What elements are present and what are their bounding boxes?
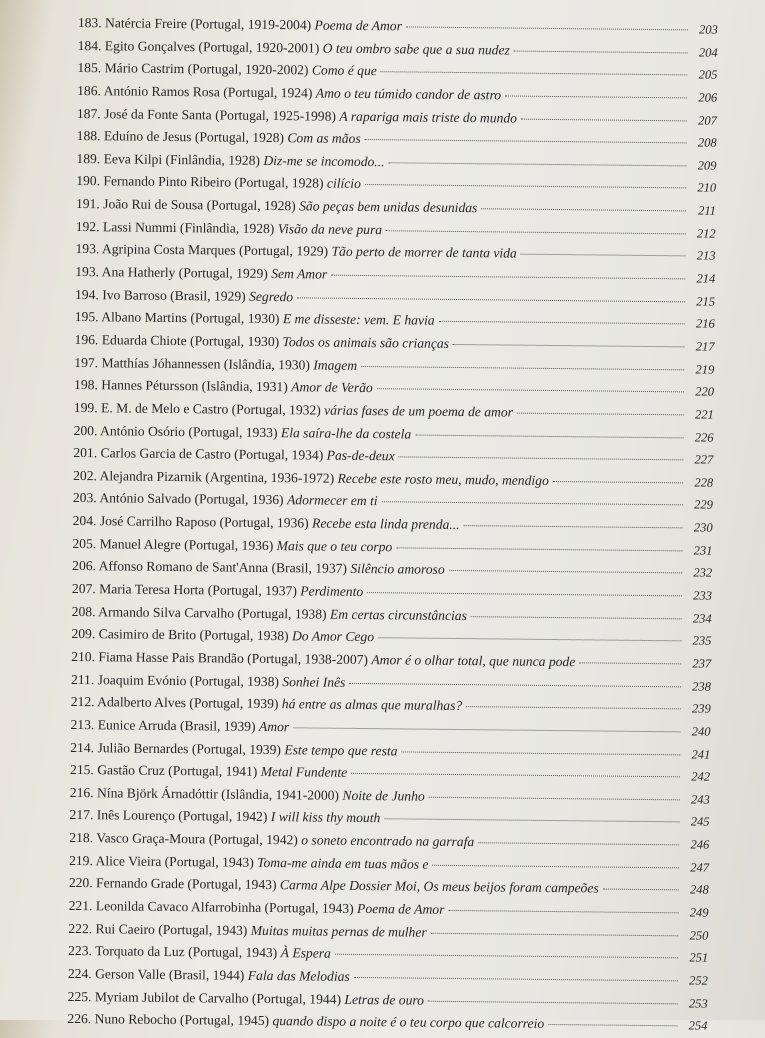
toc-entry-author: Eduarda Chiote (Portugal, 1930) [101, 332, 280, 350]
dot-leader [415, 434, 683, 438]
dot-leader [382, 502, 683, 506]
dot-leader [431, 932, 679, 936]
dot-leader [335, 954, 678, 959]
toc-entry-number: 196. [74, 331, 99, 348]
dot-leader [378, 637, 681, 641]
toc-entry-number: 221. [68, 897, 93, 914]
toc-entry-number: 186. [77, 82, 102, 99]
toc-entry-author: Julião Bernardes (Portugal, 1939) [97, 739, 282, 757]
toc-entry-title: o soneto encontrado na garrafa [301, 832, 475, 850]
dot-leader [402, 751, 681, 755]
toc-entry-number: 193. [75, 264, 100, 280]
toc-entry-author: Matthías Jóhannessen (Islândia, 1930) [101, 354, 311, 373]
toc-entry-author: Adalberto Alves (Portugal, 1939) [97, 694, 279, 712]
toc-entry-author: Nína Björk Árnadóttir (Islândia, 1941-2000) [96, 785, 340, 803]
toc-entry-page: 203 [699, 22, 718, 37]
toc-entry-title: São peças bem unidas desunidas [299, 198, 478, 216]
toc-entry-author: Manuel Alegre (Portugal, 1936) [99, 535, 274, 553]
dot-leader [453, 344, 685, 347]
toc-entry-number: 208. [71, 603, 96, 619]
toc-entry-number: 223. [68, 943, 93, 959]
toc-entry-page: 238 [692, 679, 712, 694]
toc-entry-number: 225. [67, 988, 92, 1004]
toc-entry-page: 230 [693, 520, 713, 535]
toc-entry-author: Myriam Jubilot de Carvalho (Portugal, 1944) [94, 988, 342, 1007]
toc-entry-number: 216. [69, 784, 94, 800]
toc-entry-page: 212 [696, 226, 716, 241]
toc-entry-page: 243 [690, 792, 710, 807]
toc-entry-title: Poema de Amor [357, 900, 445, 917]
toc-entry-author: Alice Vieira (Portugal, 1943) [95, 852, 254, 870]
toc-entry-title: Recebe este rosto meu, mudo, mendigo [337, 470, 549, 488]
table-of-contents [67, 12, 718, 1037]
toc-entry-page: 209 [697, 158, 717, 173]
toc-entry-title: Perdimento [300, 583, 364, 600]
dot-leader [361, 366, 684, 370]
toc-entry-author: Agripina Costa Marques (Portugal, 1929) [101, 241, 329, 260]
dot-leader [293, 727, 680, 732]
toc-entry-author: Joaquim Evónio (Portugal, 1938) [97, 671, 280, 689]
toc-entry-author: Natércia Freire (Portugal, 1919-2004) [105, 15, 312, 33]
toc-entry-title: Amor é o olhar total, que nunca pode [371, 652, 576, 670]
toc-entry-title: O teu ombro sabe que a sua nudez [322, 40, 510, 58]
toc-entry-author: Lassi Nummi (Finlândia, 1928) [102, 219, 275, 236]
toc-entry-author: Egito Gonçalves (Portugal, 1920-2001) [104, 37, 320, 56]
toc-entry-page: 242 [691, 769, 711, 784]
toc-entry-title: Silêncio amoroso [350, 561, 445, 578]
toc-entry-author: Maria Teresa Horta (Portugal, 1937) [99, 581, 297, 599]
dot-leader [471, 616, 682, 619]
toc-entry-number: 200. [73, 422, 98, 438]
toc-entry-number: 203. [72, 490, 97, 506]
toc-entry-author: Carlos Garcia de Castro (Portugal, 1934) [100, 445, 324, 463]
toc-entry-title: Tão perto de morrer de tanta vida [331, 244, 517, 262]
toc-entry-number: 204. [72, 513, 97, 529]
toc-entry-title: A rapariga mais triste do mundo [339, 108, 518, 126]
toc-entry-number: 213. [70, 716, 95, 733]
dot-leader [448, 910, 678, 913]
toc-entry-number: 193. [75, 241, 100, 257]
toc-entry-title: Sem Amor [271, 266, 328, 282]
toc-entry-title: várias fases de um poema de amor [324, 402, 514, 420]
toc-entry-title: Muitas muitas pernas de mulher [250, 922, 427, 940]
dot-leader [354, 977, 678, 981]
toc-entry-page: 215 [696, 294, 716, 309]
toc-entry-author: Affonso Romano de Sant'Anna (Brasil, 1937) [98, 558, 348, 577]
toc-entry-author: Leonilda Cavaco Alfarrobinha (Portugal, 1943) [95, 898, 354, 916]
dot-leader [548, 1024, 677, 1026]
toc-entry-author: Fernando Grade (Portugal, 1943) [96, 875, 277, 893]
dot-leader [433, 864, 680, 868]
toc-entry-page: 214 [696, 271, 716, 286]
toc-entry-title: Amo o teu túmido candor de astro [315, 85, 502, 103]
toc-entry-page: 205 [698, 67, 718, 82]
dot-leader [365, 184, 686, 188]
toc-entry-page: 221 [694, 407, 714, 422]
toc-entry-title: Visão da neve pura [277, 220, 383, 237]
toc-entry-title: quando dispo a noite é o teu corpo que calcorreio [272, 1013, 545, 1032]
toc-entry-page: 240 [691, 724, 711, 739]
toc-entry-number: 195. [74, 309, 99, 325]
toc-entry-page: 253 [688, 995, 708, 1011]
toc-entry-page: 207 [698, 113, 717, 128]
toc-entry-page: 249 [689, 905, 709, 920]
toc-entry-title: Com as mãos [287, 130, 361, 147]
toc-entry-author: José da Fonte Santa (Portugal, 1925-1998) [104, 105, 337, 124]
toc-entry-title: Toma-me ainda em tuas mãos e [257, 854, 429, 872]
toc-entry-title: E me disseste: vem. E havia [282, 311, 435, 329]
toc-entry-author: Ana Hatherly (Portugal, 1929) [101, 264, 268, 282]
toc-entry-author: Vasco Graça-Moura (Portugal, 1942) [96, 830, 298, 848]
dot-leader [384, 819, 679, 823]
toc-entry-number: 217. [69, 807, 94, 823]
dot-leader [481, 208, 686, 211]
toc-entry-author: Eduíno de Jesus (Portugal, 1928) [103, 128, 285, 146]
toc-entry-number: 214. [70, 739, 95, 755]
dot-leader [297, 297, 685, 302]
toc-entry-author: Gastão Cruz (Portugal, 1941) [97, 762, 258, 780]
dot-leader [553, 481, 683, 483]
toc-entry-page: 227 [694, 452, 714, 467]
dot-leader [478, 842, 679, 845]
toc-entry-title: cilício [326, 176, 362, 192]
toc-entry-number: 224. [67, 965, 92, 982]
toc-entry-title: Amor de Verão [291, 379, 373, 396]
toc-entry-title: Sonhei Inês [282, 673, 346, 690]
toc-entry-number: 198. [74, 377, 98, 393]
dot-leader [365, 139, 687, 143]
toc-entry-title: Poema de Amor [314, 17, 403, 34]
toc-entry-title: Do Amor Cego [291, 628, 375, 645]
toc-entry-number: 194. [74, 286, 99, 302]
toc-entry-page: 213 [696, 248, 716, 264]
toc-entry-author: E. M. de Melo e Castro (Portugal, 1932) [100, 400, 321, 418]
toc-entry-title: Carma Alpe Dossier Moi, Os meus beijos foram campeões [279, 877, 599, 896]
toc-entry-number: 184. [77, 37, 102, 53]
toc-entry-title: Metal Fundente [260, 764, 348, 781]
toc-entry-number: 185. [77, 60, 102, 76]
dot-leader [399, 457, 684, 461]
dot-leader [449, 570, 682, 573]
dot-leader [381, 71, 688, 75]
toc-entry-title: Mais que o teu corpo [276, 537, 393, 555]
dot-leader [466, 706, 681, 709]
toc-entry-page: 208 [697, 135, 717, 150]
toc-entry-page: 252 [689, 973, 708, 988]
dot-leader [521, 254, 686, 257]
toc-entry-page: 233 [693, 588, 712, 603]
toc-entry-number: 212. [70, 694, 95, 710]
toc-entry-author: Inês Lourenço (Portugal, 1942) [96, 807, 268, 825]
dot-leader [331, 275, 685, 280]
toc-entry-author: Casimiro de Brito (Portugal, 1938) [98, 626, 289, 644]
dot-leader [517, 413, 684, 416]
toc-entry-title: Diz-me se incomodo... [263, 152, 385, 170]
toc-entry-page: 217 [695, 339, 715, 354]
toc-entry-number: 206. [72, 558, 97, 574]
toc-entry-page: 226 [694, 430, 714, 445]
toc-entry-page: 245 [690, 814, 710, 830]
dot-leader [386, 230, 686, 234]
toc-entry-author: José Carrilho Raposo (Portugal, 1936) [99, 513, 309, 531]
toc-entry-number: 202. [73, 467, 98, 484]
toc-entry-number: 197. [74, 354, 99, 370]
toc-entry-title: há entre as almas que muralhas? [281, 696, 463, 714]
dot-leader [349, 682, 681, 686]
dot-leader [579, 662, 681, 664]
toc-entry-number: 205. [72, 535, 97, 551]
toc-entry-page: 220 [695, 384, 715, 399]
dot-leader [603, 889, 679, 891]
toc-entry-number: 199. [73, 399, 98, 416]
toc-entry-author: Eeva Kilpi (Finlândia, 1928) [103, 151, 261, 168]
toc-entry-page: 231 [693, 543, 713, 558]
toc-entry-author: Eunice Arruda (Brasil, 1939) [97, 717, 256, 734]
toc-entry-author: Gerson Valle (Brasil, 1944) [95, 966, 245, 983]
toc-entry-page: 254 [688, 1018, 708, 1033]
toc-entry-title: Em certas circunstâncias [329, 606, 467, 623]
toc-entry-number: 191. [75, 196, 100, 212]
toc-entry-author: Fernando Pinto Ribeiro (Portugal, 1928) [103, 173, 324, 192]
toc-entry-title: Noite de Junho [342, 787, 425, 804]
toc-entry-title: Ela saíra-lhe da costela [280, 424, 412, 442]
dot-leader [521, 118, 687, 121]
dot-leader [396, 547, 682, 551]
toc-entry-number: 219. [69, 852, 93, 868]
toc-entry-author: Albano Martins (Portugal, 1930) [101, 309, 280, 327]
toc-entry-title: Este tempo que resta [284, 741, 398, 758]
toc-entry-number: 218. [69, 830, 94, 846]
toc-entry-title: Todos os animais são crianças [282, 334, 450, 351]
dot-leader [351, 773, 680, 777]
toc-entry-title: Como é que [311, 62, 377, 79]
toc-entry-page: 241 [691, 746, 711, 762]
toc-entry-number: 210. [71, 648, 96, 665]
toc-entry-page: 247 [690, 860, 710, 875]
toc-entry-author: Nuno Rebocho (Portugal, 1945) [94, 1011, 270, 1029]
dot-leader [514, 50, 688, 53]
toc-entry-number: 226. [67, 1011, 92, 1027]
toc-entry-number: 187. [76, 105, 101, 121]
dot-leader [367, 592, 682, 596]
dot-leader [505, 95, 687, 98]
toc-entry-author: João Rui de Sousa (Portugal, 1928) [103, 196, 296, 214]
toc-entry-number: 222. [68, 920, 93, 936]
dot-leader [428, 1000, 678, 1004]
toc-entry-page: 250 [689, 928, 709, 943]
toc-entry-page: 234 [692, 611, 712, 626]
toc-entry-page: 228 [694, 475, 714, 490]
toc-entry-number: 189. [76, 150, 101, 167]
toc-entry-author: Hannes Pétursson (Islândia, 1931) [101, 377, 288, 395]
toc-entry-number: 220. [68, 875, 93, 891]
toc-entry-title: Imagem [313, 357, 358, 373]
toc-entry-title: Adormecer em ti [286, 492, 378, 509]
toc-entry-title: I will kiss thy mouth [270, 809, 381, 826]
toc-entry-page: 211 [698, 203, 717, 218]
toc-entry-number: 201. [73, 445, 98, 461]
toc-entry-page: 248 [690, 882, 709, 897]
toc-entry-page: 204 [698, 45, 718, 60]
toc-entry-author: Fiama Hasse Pais Brandão (Portugal, 1938-2007) [98, 649, 369, 668]
toc-entry-number: 192. [75, 218, 100, 235]
toc-entry-number: 190. [76, 173, 101, 189]
toc-entry-author: Torquato da Luz (Portugal, 1943) [95, 943, 278, 961]
toc-entry-title: Recebe esta linda prenda... [311, 515, 460, 533]
toc-entry-title: Fala das Melodias [247, 967, 350, 984]
toc-entry-page: 219 [695, 362, 715, 377]
toc-entry-page: 239 [691, 701, 711, 716]
toc-entry-title: Segredo [249, 288, 294, 304]
dot-leader [377, 388, 684, 392]
toc-entry-page: 232 [693, 565, 713, 581]
toc-entry-author: Rui Caeiro (Portugal, 1943) [95, 920, 248, 938]
toc-entry-author: António Ramos Rosa (Portugal, 1924) [103, 83, 313, 101]
dot-leader [389, 162, 687, 166]
toc-entry-author: António Osório (Portugal, 1933) [99, 422, 278, 440]
toc-entry-page: 251 [689, 950, 709, 965]
toc-entry-title: À Espera [280, 945, 331, 961]
toc-entry-page: 229 [694, 497, 713, 513]
toc-entry-author: Armando Silva Carvalho (Portugal, 1938) [98, 603, 327, 622]
toc-entry-page: 206 [698, 90, 718, 105]
toc-entry-number: 211. [70, 671, 95, 687]
toc-entry-author: Mário Castrim (Portugal, 1920-2002) [104, 60, 309, 78]
toc-entry-number: 209. [71, 626, 96, 642]
toc-entry-number: 183. [77, 14, 102, 31]
toc-entry-title: Letras de ouro [344, 991, 425, 1008]
toc-entry-title: Pas-de-deux [326, 447, 395, 464]
toc-entry-number: 207. [71, 580, 96, 597]
toc-entry-author: António Salvado (Portugal, 1936) [99, 490, 284, 508]
toc-entry-number: 188. [76, 128, 101, 144]
toc-entry-page: 210 [697, 180, 717, 196]
dot-leader [439, 321, 685, 325]
toc-entry-author: Alejandra Pizarnik (Argentina, 1936-1972) [99, 468, 335, 486]
toc-entry-number: 215. [69, 762, 94, 778]
dot-leader [406, 26, 688, 30]
toc-entry-page: 246 [690, 837, 710, 852]
toc-entry-page: 216 [695, 316, 715, 332]
toc-entry-page: 237 [692, 656, 712, 671]
toc-entry-title: Amor [258, 718, 290, 735]
dot-leader [429, 796, 680, 800]
toc-entry-page: 235 [692, 633, 712, 648]
dot-leader [464, 525, 683, 528]
toc-entry-author: Ivo Barroso (Brasil, 1929) [102, 286, 246, 304]
